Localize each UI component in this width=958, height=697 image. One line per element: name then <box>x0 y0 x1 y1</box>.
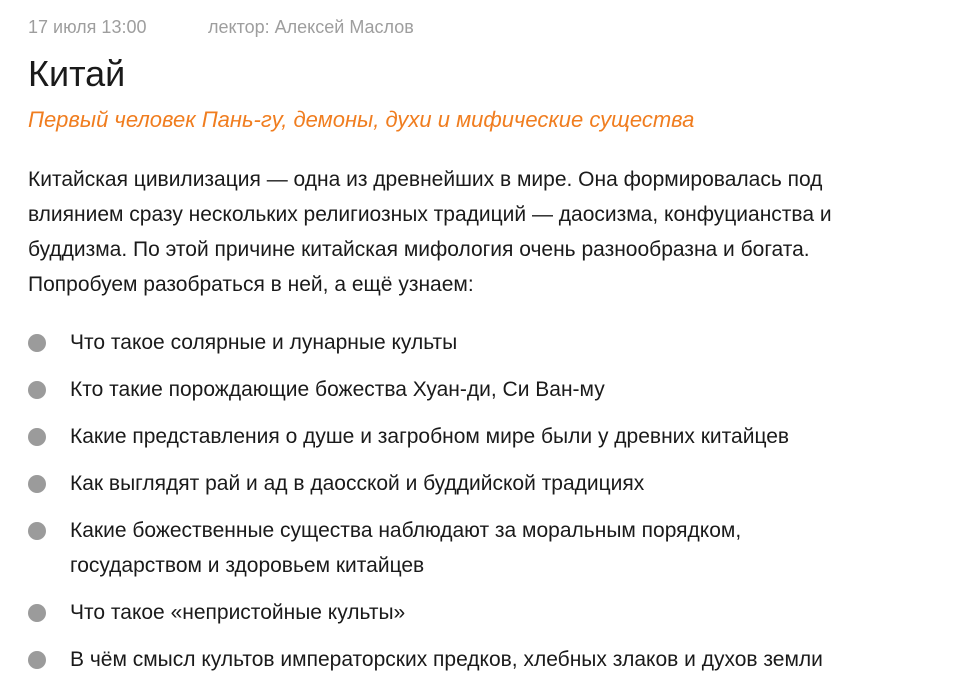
intro-line: влиянием сразу нескольких религиозных традиций — даосизма, конфуцианства и <box>28 203 832 226</box>
intro-line: буддизма. По этой причине китайская мифология очень разнообразна и богата. <box>28 238 810 261</box>
bullet-dot-icon <box>28 604 46 622</box>
lecture-date: 17 июля 13:00 <box>28 17 147 37</box>
list-item <box>28 325 948 360</box>
list-item-text <box>70 595 948 630</box>
bullet-dot-icon <box>28 381 46 399</box>
list-item-line: Какие божественные существа наблюдают за моральным порядком, <box>70 519 742 542</box>
intro-line: Китайская цивилизация — одна из древнейших в мире. Она формировалась под <box>28 168 823 191</box>
topics-list <box>28 325 948 689</box>
bullet-dot-icon <box>28 522 46 540</box>
bullet-dot-icon <box>28 475 46 493</box>
list-item-text <box>70 466 948 501</box>
list-item <box>28 372 948 407</box>
list-item-text <box>70 325 948 360</box>
list-item-line: Что такое «непристойные культы» <box>70 601 406 624</box>
lecturer-name: лектор: Алексей Маслов <box>208 17 414 37</box>
list-item <box>28 419 948 454</box>
bullet-dot-icon <box>28 651 46 669</box>
list-item-text <box>70 513 948 583</box>
list-item-line: В чём смысл культов императорских предков, хлебных злаков и духов земли <box>70 648 823 671</box>
bullet-dot-icon <box>28 334 46 352</box>
page-subtitle: Первый человек Пань-гу, демоны, духи и мифические существа <box>28 107 695 132</box>
list-item-text <box>70 642 948 677</box>
list-item <box>28 466 948 501</box>
list-item-line: Как выглядят рай и ад в даосской и буддийской традициях <box>70 472 645 495</box>
intro-line: Попробуем разобраться в ней, а ещё узнаем: <box>28 273 474 296</box>
list-item <box>28 513 948 583</box>
list-item-line: Кто такие порождающие божества Хуан-ди, Си Ван-му <box>70 378 605 401</box>
list-item-line: Что такое солярные и лунарные культы <box>70 331 458 354</box>
lecture-meta <box>28 17 628 39</box>
intro-paragraph <box>28 162 928 302</box>
list-item-line: государством и здоровьем китайцев <box>70 554 425 577</box>
list-item <box>28 595 948 630</box>
list-item <box>28 642 948 677</box>
bullet-dot-icon <box>28 428 46 446</box>
list-item-text <box>70 372 948 407</box>
list-item-line: Какие представления о душе и загробном мире были у древних китайцев <box>70 425 790 448</box>
list-item-text <box>70 419 948 454</box>
page-title: Китай <box>28 53 126 94</box>
